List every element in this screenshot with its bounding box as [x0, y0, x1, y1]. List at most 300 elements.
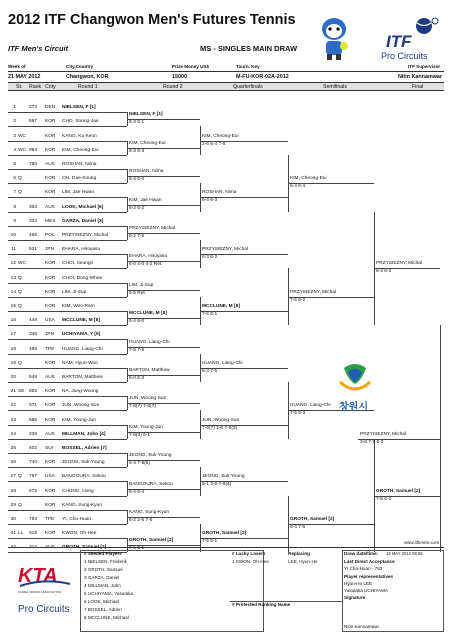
match-score: 6-4 6-0 — [129, 319, 145, 325]
winner-name: GROTH, Samuel [2] — [290, 517, 335, 522]
draw-rank: 797 — [29, 474, 38, 480]
draw-number: 2 — [13, 119, 16, 125]
column-header — [8, 82, 444, 91]
draw-player-name: MILLMAN, John [4] — [62, 431, 106, 437]
match-score: 6-1 3-6 7-6(4) — [202, 482, 232, 488]
winner-name: NIELSEN, F [1] — [129, 112, 163, 118]
draw-player-name: CHOI, Dong-Whee — [62, 275, 103, 281]
draw-player-name: CHO, Soong-Jae — [62, 119, 99, 125]
draw-country: KOR — [45, 360, 56, 366]
website: www.itftennis.com — [404, 540, 440, 545]
draw-country: DEN — [45, 105, 56, 111]
draw-player-name: KANG, Sung-Kyun — [62, 502, 102, 508]
draw-player-name: NAM, Hyun-Woo — [62, 360, 98, 366]
draw-row — [8, 403, 127, 410]
draw-row — [8, 503, 127, 510]
draw-country: KOR — [45, 147, 56, 153]
draw-row — [8, 375, 127, 382]
draw-row — [8, 446, 127, 453]
draw-player-name: KANG, Ku Keon — [62, 133, 97, 139]
week-label: Week of — [8, 64, 26, 69]
match-score: 6-2 6-2 — [129, 205, 145, 211]
draw-country: TPE — [45, 517, 55, 522]
draw-number: 16 — [10, 318, 16, 324]
winner-name: PRZYSIEZNY, Michal — [376, 261, 423, 267]
draw-status: WC — [18, 147, 26, 153]
replacing-row: LEE, Hyun-Ho — [288, 559, 318, 564]
match-score: 6-4 6-3 — [202, 198, 218, 204]
draw-status: LL — [18, 531, 24, 537]
draw-number: 31 — [10, 531, 16, 537]
draw-player-name: YI, Chu-Huan — [62, 517, 92, 522]
draw-rank: 466 — [29, 233, 38, 238]
champion-score: 3-6 7-5 6-3 — [360, 439, 384, 445]
seeded-player: 6 LOOK, Michael — [84, 599, 119, 604]
draw-slot-line — [8, 510, 127, 511]
winner-name: HUANG, Liang-Chi — [129, 339, 170, 345]
header-rule — [8, 71, 444, 72]
draw-number: 1 — [13, 105, 16, 111]
itf-brand: ITF — [386, 32, 412, 51]
draw-number: 29 — [10, 502, 16, 508]
winner-name: GROTH, Samuel [2] — [202, 531, 247, 537]
draw-row — [8, 460, 127, 467]
kta-pro-circuits: Pro Circuits — [18, 604, 70, 615]
final-connector — [440, 325, 441, 552]
draw-rank: 994 — [29, 147, 38, 153]
draw-number: 7 — [13, 190, 16, 196]
draw-number: 20 — [10, 375, 16, 380]
draw-player-name: KWON, Oh-Hee — [62, 531, 97, 537]
city-logo-text: 창원시 — [339, 402, 368, 413]
draw-status: Q — [18, 474, 22, 480]
draw-row — [8, 134, 127, 141]
draw-row — [8, 474, 127, 481]
draw-slot-line — [8, 283, 127, 284]
draw-country: KOR — [45, 119, 56, 125]
draw-country: KOR — [45, 261, 56, 267]
draw-country: KOR — [45, 176, 56, 182]
draw-rank: 402 — [29, 446, 38, 451]
draw-country: KOR — [45, 502, 56, 508]
draw-rank: 334 — [29, 218, 38, 224]
draw-slot-line — [8, 169, 127, 170]
draw-row — [8, 247, 127, 254]
draw-number: 14 — [10, 289, 16, 295]
match-score: 7-5 6-1 — [202, 312, 218, 317]
draw-row — [8, 517, 127, 524]
draw-number: 13 — [10, 275, 16, 281]
draw-row — [8, 332, 127, 339]
draw-player-name: OH, Dae-Soung — [62, 176, 97, 182]
seeded-player: 8 MCCLUNE, Michael — [84, 615, 129, 620]
winner-name: EHARA, Hiroyasu — [129, 254, 168, 260]
draw-number: 18 — [10, 346, 16, 352]
draw-player-name: LIM, Jae Hwan — [62, 190, 94, 196]
draw-country: SUI — [45, 446, 53, 451]
match-score: 6-0 4-0 4-2 Ret. — [129, 262, 163, 268]
draw-rank: 521 — [29, 247, 38, 253]
draw-slot-line — [8, 382, 127, 383]
draw-status: Q — [18, 502, 22, 508]
winner-name: GROTH, Samuel [2] — [376, 488, 421, 494]
draw-slot-line — [8, 155, 127, 156]
match-score: 6-3 6-3 — [129, 148, 145, 154]
draw-player-name: EHARA, Hiroyasu — [62, 247, 101, 253]
draw-slot-line — [8, 496, 127, 497]
draw-status: Q — [18, 289, 22, 295]
draw-country: KOR — [45, 275, 56, 281]
protected-title: # Protected Ranking Name — [232, 602, 291, 607]
draw-slot-line — [8, 212, 127, 213]
itf-brand-sub: Pro Circuits — [381, 51, 428, 61]
match-score: 6-4 6-0 — [129, 177, 145, 183]
drawdate-value: 19 MAY 2012 08:55 — [386, 551, 423, 556]
draw-slot-line — [8, 481, 127, 482]
draw-slot-line — [8, 396, 127, 397]
draw-country: KOR — [45, 531, 56, 537]
winner-name: JEONG, Suk-Young — [129, 453, 172, 459]
draw-status: WC — [18, 261, 26, 267]
draw-number: 28 — [10, 488, 16, 494]
draw-status: Q — [18, 190, 22, 196]
col-round2: Round 2 — [163, 84, 183, 90]
draw-rank: 919 — [29, 531, 38, 537]
last-direct-label: Last Direct Acceptance — [344, 559, 395, 564]
winner-name: JUN, Woong-Sun — [202, 417, 240, 423]
draw-slot-line — [8, 467, 127, 468]
tournament-mascot-icon — [316, 14, 352, 62]
draw-player-name: NA, Jung-Woong — [62, 389, 99, 395]
match-score: 5-5 Ret. — [129, 290, 147, 296]
changwon-city-logo — [322, 362, 388, 412]
match-score: 6-4 6-4 — [290, 184, 306, 190]
draw-rank: 675 — [29, 488, 38, 494]
seeded-player: 1 NIELSEN, Frederik — [84, 559, 127, 564]
prize-value: 15000 — [172, 74, 187, 80]
match-score: 6-4 6-4 — [129, 489, 145, 495]
draw-rank: 488 — [29, 346, 38, 352]
draw-country: KOR — [45, 289, 56, 295]
draw-number: 12 — [10, 261, 16, 267]
draw-country: JPN — [45, 332, 55, 338]
rep-1: Hyun-Ho LEE — [344, 581, 373, 586]
draw-rank: 317 — [29, 545, 38, 551]
draw-slot-line — [8, 339, 127, 340]
draw-country: KOR — [45, 488, 56, 494]
tourn-label: Tourn. Key — [236, 64, 260, 69]
draw-player-name: JEONG, Suk-Young — [62, 460, 105, 466]
draw-country: MEX — [45, 218, 56, 224]
draw-slot-line — [8, 268, 127, 269]
week-value: 21 MAY 2012 — [8, 74, 41, 80]
lucky-row: 1 KWON, Oh-Hee — [232, 559, 269, 564]
replacing-title: Replacing — [288, 551, 310, 556]
match-score: 6-4 7-6(5) — [129, 461, 151, 467]
draw-slot-line — [8, 311, 127, 312]
draw-player-name: MCCLUNE, M [8] — [62, 318, 100, 324]
winner-name: KIM, Cheong-Eui — [129, 140, 166, 146]
draw-country: AUS — [45, 204, 55, 210]
draw-player-name: BOSSEL, Adrien [7] — [62, 446, 107, 451]
draw-rank: 687 — [29, 119, 38, 125]
draw-row — [8, 290, 127, 297]
winner-name: KIM, Jae Hwan — [129, 197, 162, 203]
draw-player-name: KIM, Woo-Ram — [62, 304, 95, 309]
draw-slot-line — [8, 240, 127, 241]
winner-name: LIM, Ji-Sup — [129, 282, 154, 288]
draw-number: 24 — [10, 431, 16, 437]
draw-player-name: NIELSEN, F [1] — [62, 105, 96, 111]
draw-row — [8, 361, 127, 368]
draw-slot-line — [8, 197, 127, 198]
seeded-player: 4 MILLMAN, John — [84, 583, 121, 588]
draw-rank: 548 — [29, 375, 38, 380]
seeded-title: # Seeded Players — [84, 551, 122, 556]
draw-slot-line — [8, 112, 127, 113]
draw-country: AUS — [45, 431, 55, 437]
draw-number: 4 — [13, 147, 16, 153]
match-score: 6-4 7-5 — [290, 525, 306, 530]
draw-player-name: PRZYSIEZNY, Michal — [62, 233, 109, 238]
draw-country: KOR — [45, 403, 56, 409]
seeded-player: 3 GARZA, Daniel — [84, 575, 120, 580]
draw-country: KOR — [45, 304, 56, 309]
col-final: Final — [412, 84, 424, 90]
winner-name: ROSHAN, Nima — [202, 190, 237, 196]
draw-rank: 855 — [29, 389, 38, 395]
draw-player-name: LOOK, Michael [6] — [62, 204, 104, 210]
match-score: 7-5 6-2 — [290, 297, 306, 303]
draw-rank: 780 — [29, 162, 38, 167]
winner-name: JEONG, Suk-Young — [202, 474, 245, 480]
col-quarterfinals: Quarterfinals — [233, 84, 263, 90]
draw-slot-line — [8, 453, 127, 454]
match-score: 7-5 6-1 — [129, 546, 145, 552]
draw-slot-line — [8, 439, 127, 440]
draw-row — [8, 105, 127, 112]
match-score: 6-3 6-2 — [202, 255, 218, 261]
draw-country: KOR — [45, 417, 56, 423]
draw-number: 23 — [10, 417, 16, 423]
draw-slot-line — [8, 368, 127, 369]
last-direct-value: YI Chu-Huan - 783 — [344, 566, 383, 571]
draw-number: 22 — [10, 403, 16, 409]
draw-row — [8, 261, 127, 268]
draw-slot-line — [8, 538, 127, 539]
kta-text: KOREA TENNIS ASSOCIATION — [18, 590, 62, 594]
draw-player-name: BARTON, Matthew — [62, 375, 103, 380]
match-score: 6-3 6-1 — [129, 120, 145, 126]
circuit-name: ITF Men's Circuit — [8, 44, 69, 53]
draw-player-name: ROSHAN, Nima — [62, 162, 97, 167]
draw-number: 10 — [10, 233, 16, 238]
prize-label: Prize Money US$ — [172, 64, 210, 69]
draw-number: 5 — [13, 162, 16, 167]
winner-name: GROTH, Samuel [2] — [129, 538, 174, 544]
match-score: 7-5 6-2 — [376, 496, 392, 502]
draw-number: 6 — [13, 176, 16, 182]
winner-name: BARTON, Matthew — [129, 367, 170, 373]
draw-number: 32 — [10, 545, 16, 551]
draw-slot-line — [8, 297, 127, 298]
draw-rank: 346 — [29, 332, 38, 338]
match-score: 7-6(3) 6-1 — [129, 432, 151, 438]
draw-number: 8 — [13, 204, 16, 210]
draw-player-name: CHUNG, Hong — [62, 488, 94, 494]
draw-rank: 273 — [29, 105, 38, 111]
draw-slot-line — [8, 325, 127, 326]
match-score: 7-6(7) 1-6 7-6(3) — [202, 425, 238, 431]
winner-name: PRZYSIEZNY, Michal — [129, 225, 176, 231]
draw-number: 9 — [13, 218, 16, 224]
draw-row — [8, 418, 127, 425]
winner-name: KIM, Cheong-Eui — [202, 133, 239, 139]
col-semifinals: Semifinals — [323, 84, 347, 90]
draw-number: 26 — [10, 460, 16, 466]
draw-row — [8, 432, 127, 439]
draw-number: 27 — [10, 474, 16, 480]
draw-number: 17 — [10, 332, 16, 338]
draw-player-name: GARZA, Daniel [3] — [62, 218, 104, 224]
draw-country: KOR — [45, 190, 56, 196]
draw-country: KOR — [45, 133, 56, 139]
seeded-player: 7 BOSSEL, Adrien — [84, 607, 122, 612]
match-score: 7-5 7-5 — [129, 347, 145, 353]
draw-player-name: BANGOURA, Sekou — [62, 474, 106, 480]
draw-row — [8, 531, 127, 538]
draw-player-name: CHOI, Seungri — [62, 261, 94, 267]
draw-country: USA — [45, 474, 55, 480]
draw-number: 3 — [13, 133, 16, 139]
draw-slot-line — [8, 425, 127, 426]
draw-row — [8, 318, 127, 325]
draw-country: AUS — [45, 375, 55, 380]
lucky-title: # Lucky Losers — [232, 551, 266, 556]
draw-player-name: KIM, Cheong-Eui — [62, 147, 99, 153]
match-score: 7-5 6-3 — [290, 411, 306, 417]
match-score: 7-5 6-1 — [202, 539, 218, 545]
draw-number: 30 — [10, 517, 16, 522]
kta-logo — [14, 560, 76, 624]
winner-name: BANGOURA, Sekou — [129, 481, 173, 487]
draw-rank: 448 — [29, 318, 38, 324]
draw-country: AUS — [45, 162, 55, 167]
col-cnty: Cnty — [45, 84, 56, 90]
draw-row — [8, 304, 127, 311]
winner-name: KIM, Young-Jun — [129, 424, 163, 430]
seeded-player: 5 UCHIYAMA, Yasutaka — [84, 591, 134, 596]
draw-rank: 363 — [29, 204, 38, 210]
winner-name: HUANG, Liang-Chi — [290, 403, 331, 409]
draw-player-name: GROTH, Samuel [2] — [62, 545, 107, 551]
draw-slot-line — [8, 410, 127, 411]
match-score: 6-3 7-5 — [202, 368, 218, 374]
champion-name: PRZYSIEZNY, Michal — [360, 431, 407, 437]
winner-name: MCCLUNE, M [8] — [129, 311, 167, 317]
draw-number: 11 — [11, 247, 16, 253]
draw-country: JPN — [45, 247, 55, 253]
draw-number: 15 — [10, 304, 16, 309]
draw-status: SE — [18, 389, 25, 395]
itf-pro-circuits-logo — [358, 16, 446, 66]
drawdate-label: Draw date/time: — [344, 551, 379, 556]
match-score: 7-6(7) 7-6(7) — [129, 404, 156, 410]
draw-status: Q — [18, 275, 22, 281]
draw-row — [8, 219, 127, 226]
draw-row — [8, 233, 127, 240]
draw-number: 21 — [10, 389, 16, 395]
draw-player-name: UCHIYAMA, Y [5] — [62, 332, 101, 338]
draw-slot-line — [8, 354, 127, 355]
draw-slot-line — [8, 524, 127, 525]
winner-name: KIM, Cheong-Eui — [290, 176, 327, 182]
draw-row — [8, 205, 127, 212]
winner-name: PRZYSIEZNY, Michal — [290, 289, 337, 295]
winner-name: PRZYSIEZNY, Michal — [202, 247, 249, 253]
draw-player-name: HUANG, Liang-Chi — [62, 346, 103, 352]
col-rank: Rank — [29, 84, 42, 90]
page-title: 2012 ITF Changwon Men's Futures Tennis — [8, 12, 296, 28]
draw-row — [8, 389, 127, 396]
draw-number: 25 — [10, 446, 16, 451]
draw-row — [8, 119, 127, 126]
itf-ball-icon — [414, 16, 440, 36]
draw-row — [8, 347, 127, 354]
svg-text:KTA: KTA — [18, 565, 58, 587]
winner-name: KANG, Sung-Kyun — [129, 509, 169, 515]
draw-name: MS - SINGLES MAIN DRAW — [200, 44, 298, 53]
draw-rank: 586 — [29, 417, 38, 423]
draw-number: 19 — [10, 360, 16, 366]
reps-label: Player representatives — [344, 574, 394, 579]
draw-status: Q — [18, 360, 22, 366]
signature-value: Nitin Kannamwar — [344, 624, 379, 629]
draw-slot-line — [8, 226, 127, 227]
draw-status: Q — [18, 304, 22, 309]
supervisor-label: ITF Supervisor — [408, 64, 441, 69]
draw-slot-line — [8, 183, 127, 184]
draw-player-name: LIM, Ji-Sup — [62, 289, 87, 295]
draw-row — [8, 489, 127, 496]
draw-row — [8, 148, 127, 155]
draw-row — [8, 276, 127, 283]
draw-rank: 740 — [29, 460, 38, 466]
city-label: City,Country — [66, 64, 94, 69]
match-score: 6-3 6-2 — [376, 269, 392, 275]
col-round1: Round 1 — [78, 84, 98, 90]
draw-country: KOR — [45, 460, 56, 466]
match-score: 2-6 6-4 7-5 — [202, 141, 226, 147]
draw-country: USA — [45, 318, 55, 324]
draw-status: Q — [18, 176, 22, 182]
draw-row — [8, 176, 127, 183]
draw-country: TPE — [45, 346, 55, 352]
draw-country: AUS — [45, 545, 55, 551]
rep-2: Yasutaka UCHIYAMA — [344, 588, 388, 593]
draw-country: POL — [45, 233, 55, 238]
match-score: 6-0 6-3 — [129, 375, 145, 381]
draw-row — [8, 162, 127, 169]
winner-name: ROSHAN, Nima — [129, 169, 164, 175]
draw-slot-line — [8, 141, 127, 142]
supervisor-value: Nitin Kannamwar — [398, 74, 443, 80]
winner-name: MCCLUNE, M [8] — [202, 304, 240, 309]
seeded-player: 2 GROTH, Samuel — [84, 567, 123, 572]
draw-status: WC — [18, 133, 26, 139]
draw-slot-line — [8, 126, 127, 127]
draw-row — [8, 190, 127, 197]
